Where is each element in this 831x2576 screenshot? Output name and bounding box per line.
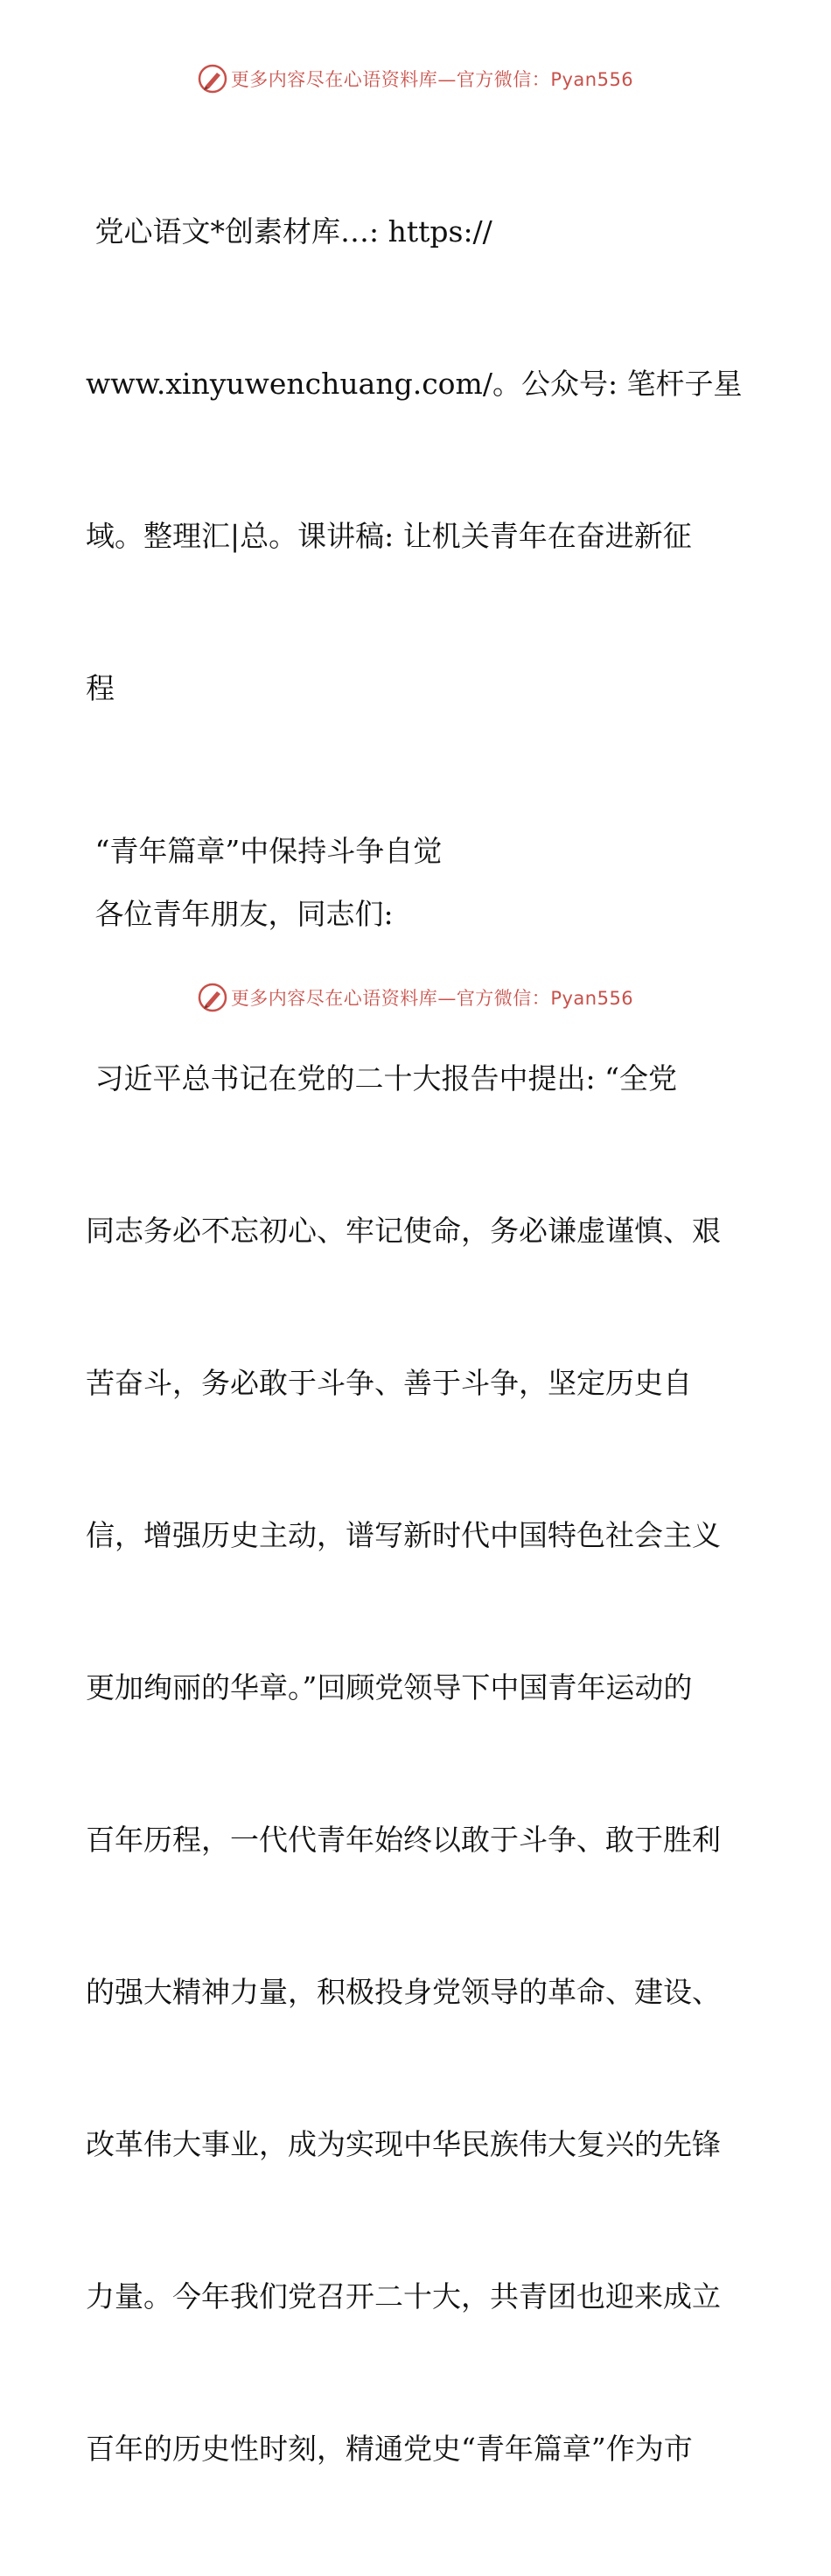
header-line: 域。整理汇|总。课讲稿: 让机关青年在奋进新征 <box>86 519 692 553</box>
banner-wechat-id: Pyan556 <box>550 988 634 1009</box>
body-line: 更加绚丽的华章。”回顾党领导下中国青年运动的 <box>86 1670 693 1704</box>
body-line: 力量。今年我们党召开二十大，共青团也迎来成立 <box>86 2279 721 2314</box>
banner-separator: — <box>437 69 457 90</box>
body-line: 信，增强历史主动，谱写新时代中国特色社会主义 <box>86 1518 721 1552</box>
document-body <box>86 952 746 2576</box>
document-greeting: 各位青年朋友，同志们: <box>86 897 394 931</box>
header-line: 党心语文*创素材库…: https:// <box>86 214 492 248</box>
banner-wechat-label: 官方微信： <box>456 988 551 1009</box>
document-header <box>86 105 746 816</box>
document-content <box>86 105 746 2576</box>
banner-text <box>231 984 633 1011</box>
banner-promo-text: 更多内容尽在心语资料库 <box>230 69 438 90</box>
top-watermark-banner <box>0 61 831 96</box>
body-line: 百年历程，一代代青年始终以敢于斗争、敢于胜利 <box>86 1823 721 1857</box>
header-line: www.xinyuwenchuang.com/。公众号: 笔杆子星 <box>86 367 743 401</box>
banner-text <box>231 66 633 92</box>
body-line: 改革伟大事业，成为实现中华民族伟大复兴的先锋 <box>86 2127 721 2161</box>
body-line: 同志务必不忘初心、牢记使命，务必谦虚谨慎、艰 <box>86 1214 721 1248</box>
pen-logo-icon <box>198 64 227 94</box>
banner-separator: — <box>437 988 457 1009</box>
header-line: 程 <box>86 671 115 705</box>
body-line: 苦奋斗，务必敢于斗争、善于斗争，坚定历史自 <box>86 1366 692 1400</box>
banner-wechat-id: Pyan556 <box>550 69 634 90</box>
body-line: 的强大精神力量，积极投身党领导的革命、建设、 <box>86 1975 721 2009</box>
bottom-watermark-banner <box>0 980 831 1015</box>
document-title: “青年篇章”中保持斗争自觉 <box>86 834 443 868</box>
banner-promo-text: 更多内容尽在心语资料库 <box>230 988 438 1009</box>
body-line: 百年的历史性时刻，精通党史“青年篇章”作为市 <box>86 2432 693 2466</box>
pen-logo-icon <box>198 983 227 1012</box>
banner-wechat-label: 官方微信： <box>456 69 551 90</box>
body-line: 习近平总书记在党的二十大报告中提出: “全党 <box>86 1061 677 1096</box>
